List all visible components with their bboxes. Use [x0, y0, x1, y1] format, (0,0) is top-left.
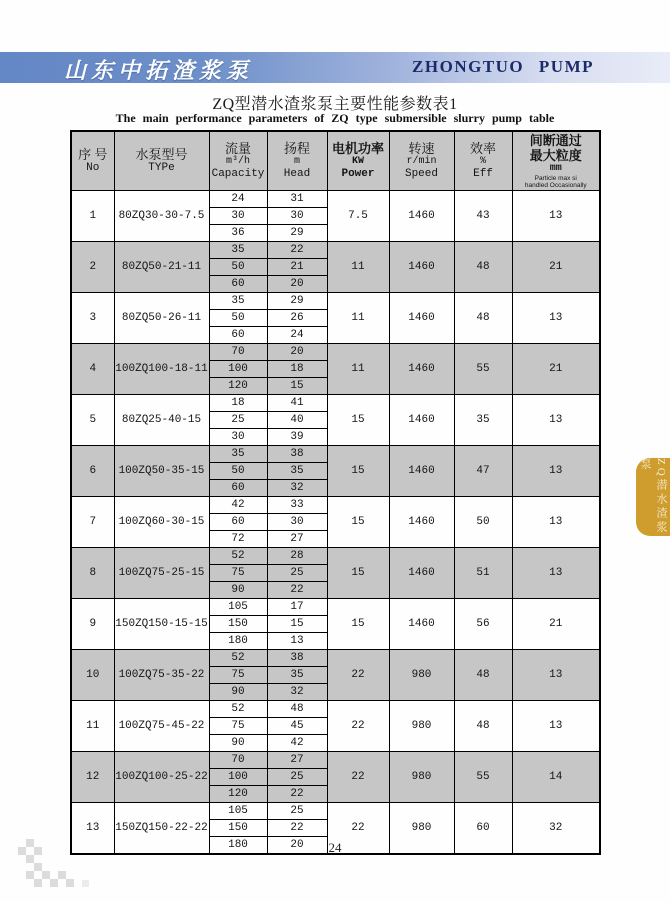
cell-head: 32: [267, 684, 327, 701]
cell-head: 18: [267, 361, 327, 378]
cell-capacity: 50: [209, 259, 267, 276]
cell-capacity: 42: [209, 497, 267, 514]
cell-speed: 1460: [389, 191, 454, 242]
cell-speed: 1460: [389, 242, 454, 293]
cell-capacity: 60: [209, 514, 267, 531]
side-tab-zq-pump: ZQ潜水渣浆泵: [636, 458, 670, 536]
cell-capacity: 60: [209, 480, 267, 497]
cell-no: 11: [71, 701, 114, 752]
cell-eff: 48: [454, 293, 512, 344]
cell-model: 100ZQ50-35-15: [114, 446, 209, 497]
col-header-particle-en2: handled Occasionally: [524, 182, 587, 189]
page-subtitle: The main performance parameters of ZQ type submersible slurry pump table: [115, 111, 555, 125]
cell-power: 11: [327, 242, 389, 293]
cell-head: 48: [267, 701, 327, 718]
table-row: [71, 293, 600, 310]
cell-head: 30: [267, 514, 327, 531]
cell-head: 33: [267, 497, 327, 514]
cell-capacity: 60: [209, 276, 267, 293]
cell-eff: 48: [454, 650, 512, 701]
cell-speed: 1460: [389, 548, 454, 599]
cell-capacity: 50: [209, 463, 267, 480]
cell-model: 80ZQ25-40-15: [114, 395, 209, 446]
cell-capacity: 120: [209, 786, 267, 803]
col-header-speed-en: Speed: [404, 168, 438, 180]
cell-model: 100ZQ75-25-15: [114, 548, 209, 599]
col-header-eff-unit: %: [479, 156, 486, 167]
cell-capacity: 100: [209, 769, 267, 786]
col-header-capacity: [209, 131, 267, 191]
cell-capacity: 35: [209, 242, 267, 259]
cell-model: 80ZQ50-21-11: [114, 242, 209, 293]
cell-head: 28: [267, 548, 327, 565]
col-header-particle-cn1: 间断通过: [529, 133, 582, 148]
cell-power: 22: [327, 650, 389, 701]
cell-head: 15: [267, 378, 327, 395]
table-body: [71, 191, 600, 855]
brand-logo-cn: 山东中拓渣浆泵: [64, 58, 254, 83]
table-row: [71, 803, 600, 820]
cell-head: 45: [267, 718, 327, 735]
cell-head: 40: [267, 412, 327, 429]
deco-square: [42, 871, 50, 879]
cell-speed: 980: [389, 701, 454, 752]
cell-capacity: 36: [209, 225, 267, 242]
cell-speed: 980: [389, 752, 454, 803]
cell-power: 15: [327, 497, 389, 548]
cell-head: 15: [267, 616, 327, 633]
cell-head: 20: [267, 344, 327, 361]
cell-no: 9: [71, 599, 114, 650]
cell-capacity: 24: [209, 191, 267, 208]
deco-square: [26, 871, 34, 879]
cell-model: 150ZQ150-22-22: [114, 803, 209, 855]
cell-speed: 1460: [389, 395, 454, 446]
col-header-power-cn: 电机功率: [331, 141, 384, 156]
cell-no: 13: [71, 803, 114, 855]
cell-capacity: 70: [209, 752, 267, 769]
col-header-head-unit: m: [293, 156, 300, 167]
cell-head: 22: [267, 242, 327, 259]
cell-capacity: 35: [209, 293, 267, 310]
cell-head: 29: [267, 225, 327, 242]
cell-model: 150ZQ150-15-15: [114, 599, 209, 650]
cell-capacity: 90: [209, 582, 267, 599]
cell-capacity: 105: [209, 599, 267, 616]
cell-capacity: 90: [209, 684, 267, 701]
cell-model: 100ZQ75-45-22: [114, 701, 209, 752]
cell-head: 30: [267, 208, 327, 225]
cell-head: 22: [267, 786, 327, 803]
cell-head: 31: [267, 191, 327, 208]
col-header-no-cn: 序 号: [78, 147, 108, 162]
cell-particle: 13: [512, 446, 600, 497]
cell-head: 21: [267, 259, 327, 276]
cell-head: 29: [267, 293, 327, 310]
cell-capacity: 150: [209, 820, 267, 837]
cell-model: 80ZQ30-30-7.5: [114, 191, 209, 242]
cell-head: 38: [267, 650, 327, 667]
col-header-type-en: TYPe: [148, 162, 175, 174]
deco-square: [82, 880, 89, 887]
cell-head: 25: [267, 769, 327, 786]
cell-capacity: 52: [209, 548, 267, 565]
cell-particle: 21: [512, 599, 600, 650]
table-row: [71, 548, 600, 565]
cell-capacity: 52: [209, 650, 267, 667]
cell-head: 22: [267, 582, 327, 599]
cell-capacity: 75: [209, 565, 267, 582]
col-header-power-unit: KW: [351, 156, 364, 167]
cell-capacity: 25: [209, 412, 267, 429]
cell-particle: 13: [512, 191, 600, 242]
cell-eff: 35: [454, 395, 512, 446]
cell-capacity: 60: [209, 327, 267, 344]
cell-particle: 13: [512, 497, 600, 548]
cell-head: 25: [267, 803, 327, 820]
cell-capacity: 75: [209, 718, 267, 735]
cell-capacity: 105: [209, 803, 267, 820]
brand-bar: [0, 52, 670, 83]
deco-square: [34, 879, 42, 887]
cell-head: 25: [267, 565, 327, 582]
cell-no: 4: [71, 344, 114, 395]
col-header-eff: [454, 131, 512, 191]
cell-capacity: 70: [209, 344, 267, 361]
deco-square: [34, 863, 42, 871]
cell-speed: 1460: [389, 344, 454, 395]
cell-head: 38: [267, 446, 327, 463]
cell-speed: 1460: [389, 497, 454, 548]
cell-head: 26: [267, 310, 327, 327]
col-header-eff-cn: 效率: [469, 141, 496, 156]
cell-eff: 56: [454, 599, 512, 650]
table-row: [71, 752, 600, 769]
brand-name-en: ZHONGTUO PUMP: [412, 57, 594, 76]
cell-head: 35: [267, 463, 327, 480]
table-row: [71, 497, 600, 514]
col-header-type-cn: 水泵型号: [135, 147, 188, 162]
table-header-row: [71, 131, 600, 191]
cell-capacity: 72: [209, 531, 267, 548]
cell-no: 8: [71, 548, 114, 599]
cell-capacity: 30: [209, 208, 267, 225]
cell-power: 22: [327, 701, 389, 752]
cell-no: 1: [71, 191, 114, 242]
cell-head: 20: [267, 276, 327, 293]
cell-model: 100ZQ100-18-11: [114, 344, 209, 395]
cell-eff: 48: [454, 701, 512, 752]
cell-eff: 55: [454, 752, 512, 803]
cell-eff: 60: [454, 803, 512, 855]
cell-power: 15: [327, 548, 389, 599]
cell-capacity: 100: [209, 361, 267, 378]
cell-power: 11: [327, 293, 389, 344]
cell-head: 42: [267, 735, 327, 752]
cell-particle: 13: [512, 293, 600, 344]
col-header-power-en: Power: [341, 168, 375, 180]
cell-particle: 13: [512, 701, 600, 752]
cell-speed: 1460: [389, 599, 454, 650]
cell-power: 15: [327, 446, 389, 497]
col-header-capacity-en: Capacity: [211, 168, 265, 180]
cell-capacity: 180: [209, 837, 267, 855]
cell-no: 5: [71, 395, 114, 446]
cell-power: 22: [327, 752, 389, 803]
table-row: [71, 650, 600, 667]
cell-capacity: 180: [209, 633, 267, 650]
table-row: [71, 395, 600, 412]
cell-particle: 13: [512, 395, 600, 446]
cell-capacity: 150: [209, 616, 267, 633]
col-header-head-en: Head: [283, 168, 311, 180]
col-header-capacity-cn: 流量: [224, 141, 251, 156]
cell-particle: 21: [512, 344, 600, 395]
cell-no: 2: [71, 242, 114, 293]
cell-speed: 1460: [389, 446, 454, 497]
col-header-particle: [512, 131, 600, 191]
cell-capacity: 75: [209, 667, 267, 684]
cell-head: 17: [267, 599, 327, 616]
cell-eff: 50: [454, 497, 512, 548]
cell-eff: 51: [454, 548, 512, 599]
deco-square: [66, 879, 74, 887]
table-row: [71, 191, 600, 208]
cell-capacity: 90: [209, 735, 267, 752]
cell-speed: 980: [389, 803, 454, 855]
cell-head: 22: [267, 820, 327, 837]
cell-no: 10: [71, 650, 114, 701]
col-header-type: [114, 131, 209, 191]
col-header-capacity-unit: m³/h: [225, 156, 250, 167]
cell-capacity: 50: [209, 310, 267, 327]
cell-particle: 21: [512, 242, 600, 293]
col-header-no-en: No: [86, 162, 100, 174]
cell-model: 100ZQ100-25-22: [114, 752, 209, 803]
col-header-particle-cn2: 最大粒度: [529, 148, 582, 163]
cell-capacity: 120: [209, 378, 267, 395]
col-header-no: [71, 131, 114, 191]
cell-head: 32: [267, 480, 327, 497]
col-header-head-cn: 扬程: [283, 141, 310, 156]
cell-capacity: 35: [209, 446, 267, 463]
cell-head: 41: [267, 395, 327, 412]
cell-capacity: 52: [209, 701, 267, 718]
table-row: [71, 242, 600, 259]
cell-capacity: 18: [209, 395, 267, 412]
page-title: ZQ型潜水渣浆泵主要性能参数表1: [212, 96, 458, 113]
deco-square: [58, 871, 66, 879]
cell-head: 27: [267, 531, 327, 548]
cell-power: 15: [327, 599, 389, 650]
table-row: [71, 344, 600, 361]
performance-table: [70, 130, 601, 855]
table-row: [71, 701, 600, 718]
cell-no: 7: [71, 497, 114, 548]
col-header-particle-en1: Particle max si: [534, 175, 577, 182]
col-header-speed-cn: 转速: [408, 141, 435, 156]
col-header-head: [267, 131, 327, 191]
cell-power: 7.5: [327, 191, 389, 242]
col-header-eff-en: Eff: [473, 168, 493, 180]
cell-particle: 13: [512, 548, 600, 599]
cell-eff: 55: [454, 344, 512, 395]
cell-head: 20: [267, 837, 327, 855]
cell-model: 100ZQ75-35-22: [114, 650, 209, 701]
cell-head: 24: [267, 327, 327, 344]
table-row: [71, 446, 600, 463]
col-header-speed: [389, 131, 454, 191]
cell-particle: 32: [512, 803, 600, 855]
cell-no: 6: [71, 446, 114, 497]
cell-head: 13: [267, 633, 327, 650]
cell-power: 15: [327, 395, 389, 446]
page-number: 24: [328, 840, 342, 855]
cell-head: 27: [267, 752, 327, 769]
cell-head: 39: [267, 429, 327, 446]
cell-eff: 47: [454, 446, 512, 497]
deco-square: [26, 855, 34, 863]
col-header-speed-unit: r/min: [406, 156, 437, 167]
col-header-particle-unit: mm: [549, 163, 562, 174]
cell-speed: 980: [389, 650, 454, 701]
cell-model: 100ZQ60-30-15: [114, 497, 209, 548]
cell-power: 11: [327, 344, 389, 395]
cell-model: 80ZQ50-26-11: [114, 293, 209, 344]
cell-head: 35: [267, 667, 327, 684]
cell-eff: 43: [454, 191, 512, 242]
cell-particle: 13: [512, 650, 600, 701]
table-row: [71, 599, 600, 616]
cell-power: 22: [327, 803, 389, 855]
cell-capacity: 30: [209, 429, 267, 446]
deco-square: [50, 879, 58, 887]
cell-speed: 1460: [389, 293, 454, 344]
cell-eff: 48: [454, 242, 512, 293]
cell-no: 12: [71, 752, 114, 803]
cell-particle: 14: [512, 752, 600, 803]
cell-no: 3: [71, 293, 114, 344]
col-header-power: [327, 131, 389, 191]
